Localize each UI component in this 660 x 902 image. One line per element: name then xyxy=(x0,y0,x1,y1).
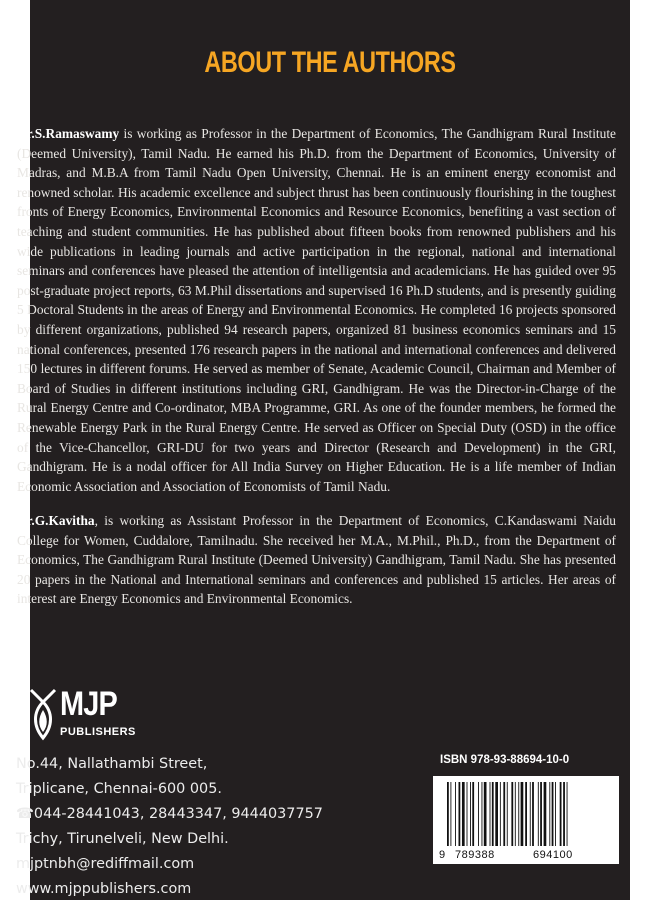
author1-bio-text: is working as Professor in the Department of Economics, The Gandhigram Rural Institute (Deemed University), Tamil Nadu. He earned his Ph.D. from the Department of Economics, University of Madras, and M.B.A from Tamil Nadu Open University, Chennai. He is an eminent energy economist and renowned scholar. His academic excellence and subject thrust has been continuously flourishing in the toughest fronts of Energy Economics, Environmental Economics and Resource Economics, benefiting a vast section of teaching and student communities. He has published about fifteen books from renowned publishers and his wide publications in leading journals and active participation in the regional, national and international seminars and conferences have pleased the attention of intelligentsia and academicians. He has guided over 95 post-graduate project reports, 63 M.Phil dissertations and supervised 16 Ph.D students, and is presently guiding 5 Doctoral Students in the areas of Energy and Environmental Economics. He completed 16 projects sponsored by different organizations, published 94 research papers, organized 81 business economics seminars and 15 national conferences, presented 176 research papers in the national and international conferences and delivered 150 lectures in different forums. He served as member of Senate, Academic Council, Chairman and Member of Board of Studies in different institutions including GRI, Gandhigram. He was the Director-in-Charge of the Rural Energy Centre and Co-ordinator, MBA Programme, GRI. As one of the founder members, he formed the Renewable Energy Park in the Rural Energy Centre. He served as Officer on Special Duty (OSD) in the office of the Vice-Chancellor, GRI-DU for two years and Director (Research and Development) in the GRI, Gandhigram. He is a nodal officer for All India Survey on Higher Education. He is a life member of Indian Economic Association and Association of Economists of Tamil Nadu. xyxy=(17,126,616,494)
back-cover xyxy=(16,0,630,900)
author2-bio-text: , is working as Assistant Professor in the Department of Economics, C.Kandaswami Naidu College for Women, Cuddalore, Tamilnadu. She received her M.A., M.Phil., Ph.D., from the Department of Economics, The Gandhigram Rural Institute (Deemed University) Gandhigram, Tamil Nadu. She has presented 20 papers in the National and International seminars and conferences and published 15 articles. Her areas of interest are Energy Economics and Environmental Economics. xyxy=(17,513,616,607)
isbn-label: ISBN 978-93-88694-10-0 xyxy=(440,754,570,766)
contact-address-line-2: Triplicane, Chennai-600 005. xyxy=(16,781,222,797)
publisher-logo-text: MJP xyxy=(60,685,117,723)
author2-name: Dr.G.Kavitha xyxy=(17,513,95,528)
contact-phone: ☎044-28441043, 28443347, 9444037757 xyxy=(16,806,323,822)
contact-address-line-1: No.44, Nallathambi Street, xyxy=(16,756,208,772)
publisher-logo-subtext: PUBLISHERS xyxy=(60,726,136,738)
publisher-contact xyxy=(16,752,323,902)
author1-name: Dr.S.Ramaswamy xyxy=(17,126,120,141)
barcode-right-digits: 694100 xyxy=(533,849,573,861)
author2-bio xyxy=(17,511,616,609)
contact-branches: Trichy, Tirunelveli, New Delhi. xyxy=(16,831,229,847)
about-authors-heading: ABOUT THE AUTHORS xyxy=(204,46,456,79)
publisher-emblem-icon xyxy=(30,688,56,740)
isbn-barcode xyxy=(433,776,619,864)
contact-website: www.mjppublishers.com xyxy=(16,881,192,897)
publisher-logo xyxy=(30,686,150,746)
barcode-lead-digit: 9 xyxy=(439,849,446,861)
barcode-left-digits: 789388 xyxy=(455,849,495,861)
author1-bio xyxy=(17,124,616,496)
contact-email: mjptnbh@rediffmail.com xyxy=(16,856,195,872)
